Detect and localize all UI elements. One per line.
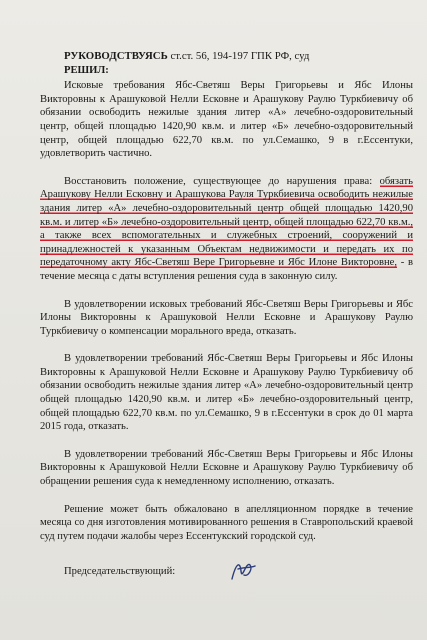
- paragraph-appeal-notice: Решение может быть обжаловано в апелляционном порядке в течение месяца со дня изготовления мотивированного решения в Ставропольский краевой суд путем подачи жалобы через Ессентукский городской суд.: [40, 503, 413, 542]
- handwritten-signature: [228, 557, 258, 583]
- operative-header: [64, 50, 413, 64]
- paragraph-restore-position: [40, 175, 413, 284]
- paragraph-moral-damage-denied: В удовлетворении исковых требований Ябс-Светяш Веры Григорьевы и Ябс Илоны Викторовны к Арашуковой Нелли Есковне и Арашукову Раулю Туркбиевичу о компенсации морального вреда, отказать.: [40, 298, 413, 337]
- paragraph-deadline-denied: В удовлетворении требований Ябс-Светяш Веры Григорьевы и Ябс Илоны Викторовны к Арашуковой Нелли Есковне и Арашукову Раулю Туркбиевичу об обязании освободить нежилые здания литер «А» лечебно-оздоровительный центр общей площадью 1420,90 кв.м. и литер «Б» лечебно-оздоровительный центр, общей площадью 622,70 кв.м. по ул.Семашко, 9 в г.Ессентуки в срок до 01 марта 2015 года, отказать.: [40, 353, 413, 433]
- restore-suffix: - в течение месяца с даты вступления решения суда в законную силу.: [40, 257, 413, 282]
- decision-heading: РЕШИЛ:: [64, 64, 109, 76]
- paragraph-partial-satisfaction: Исковые требования Ябс-Светяш Веры Григорьевы и Ябс Илоны Викторовны к Арашуковой Нелли Есковне и Арашукову Раулю Туркбиевичу об обязании освободить нежилые здания литер «А» лечебно-оздоровительный центр, общей площадью 1420,90 кв.м. и литер «Б» лечебно-оздоровительный центр, общей площадью 622,70 кв.м. по ул.Семашко, 9 в г.Ессентуки, удовлетворить частично.: [40, 80, 413, 160]
- paragraph-immediate-execution-denied: В удовлетворении требований Ябс-Светяш Веры Григорьевы и Ябс Илоны Викторовны к Арашуковой Нелли Есковне и Арашукову Раулю Туркбиевичу об обращении решения суда к немедленному исполнению, отказать.: [40, 448, 413, 488]
- signature-row: [40, 565, 413, 579]
- presiding-judge-label: Председательствующий:: [64, 566, 176, 578]
- restore-prefix: Восстановить положение, существующее до нарушения права:: [64, 175, 373, 187]
- header-law-reference: ст.ст. 56, 194-197 ГПК РФ, суд: [170, 50, 310, 62]
- red-underlined-passage: обязать Арашукову Нелли Есковну и Арашукова Рауля Туркбиевича освободить нежилые здания литер «А» лечебно-оздоровительный центр общей площадью 1420,90 кв.м. и литер «Б» лечебно-оздоровительный центр, общей площадью 622,70 кв.м., а также всех вспомогательных и служебных строений, сооружений и принадлежностей к указанным Объектам недвижимости и передать их по передаточному акту Ябс-Светяш Вере Григорьевне и Ябс Илоне Викторовне,: [40, 175, 413, 269]
- header-lead: РУКОВОДСТВУЯСЬ: [64, 50, 168, 62]
